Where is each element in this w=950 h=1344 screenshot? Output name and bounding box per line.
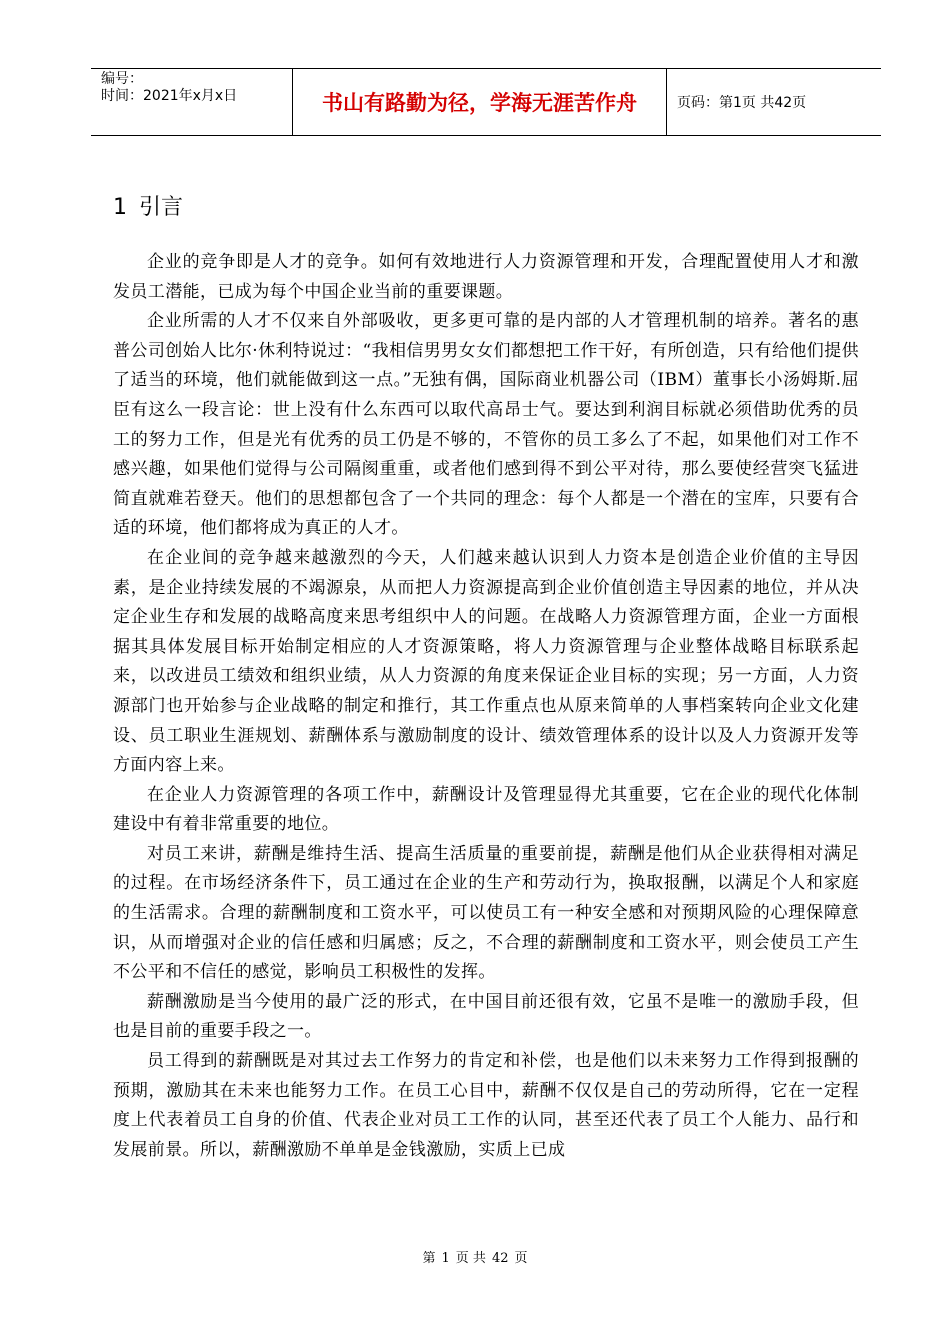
- section-title: 引言: [139, 195, 184, 220]
- footer-page-number: 1: [441, 1251, 450, 1266]
- paragraph: 在企业间的竞争越来越激烈的今天，人们越来越认识到人力资本是创造企业价值的主导因素，是企业持续发展的不竭源泉，从而把人力资源提高到企业价值创造主导因素的地位，并从决定企业生存和发展的战略高度来思考组织中人的问题。在战略人力资源管理方面，企业一方面根据其具体发展目标开始制定相应的人才资源策略，将人力资源管理与企业整体战略目标联系起来，以改进员工绩效和组织业绩，从人力资源的角度来保证企业目标的实现；另一方面，人力资源部门也开始参与企业战略的制定和推行，其工作重点也从原来简单的人事档案转向企业文化建设、员工职业生涯规划、薪酬体系与激励制度的设计、绩效管理体系的设计以及人力资源开发等方面内容上来。: [113, 547, 859, 776]
- paragraph: 在企业人力资源管理的各项工作中，薪酬设计及管理显得尤其重要，它在企业的现代化体制建设中有着非常重要的地位。: [113, 784, 859, 835]
- header-page-info: 页码：第1页 共42页: [677, 95, 807, 111]
- paragraph: 员工得到的薪酬既是对其过去工作努力的肯定和补偿，也是他们以未来努力工作得到报酬的预期，激励其在未来也能努力工作。在员工心目中，薪酬不仅仅是自己的劳动所得，它在一定程度上代表着员工自身的价值、代表企业对员工工作的认同，甚至还代表了员工个人能力、品行和发展前景。所以，薪酬激励不单单是金钱激励，实质上已成: [113, 1051, 859, 1160]
- paragraph: 对员工来讲，薪酬是维持生活、提高生活质量的重要前提，薪酬是他们从企业获得相对满足的过程。在市场经济条件下，员工通过在企业的生产和劳动行为，换取报酬，以满足个人和家庭的生活需求。合理的薪酬制度和工资水平，可以使员工有一种安全感和对预期风险的心理保障意识，从而增强对企业的信任感和归属感；反之，不合理的薪酬制度和工资水平，则会使员工产生不公平和不信任的感觉，影响员工积极性的发挥。: [113, 843, 859, 983]
- footer-suffix: 页: [514, 1251, 528, 1266]
- document-time-label: 时间：2021年x月x日: [101, 88, 238, 104]
- paragraph: 薪酬激励是当今使用的最广泛的形式，在中国目前还很有效，它虽不是唯一的激励手段，但也是目前的重要手段之一。: [113, 991, 859, 1042]
- header-motto-cell: [293, 69, 667, 135]
- section-number: 1: [113, 195, 127, 220]
- page-header: [91, 68, 881, 136]
- document-body: [113, 248, 859, 1165]
- header-meta-cell: [91, 69, 293, 135]
- document-code-label: 编号：: [101, 71, 143, 87]
- paragraph: 企业的竞争即是人才的竞争。如何有效地进行人力资源管理和开发，合理配置使用人才和激发员工潜能，已成为每个中国企业当前的重要课题。: [113, 252, 859, 302]
- footer-mid: 页 共: [455, 1251, 486, 1266]
- footer-total-pages: 42: [491, 1251, 509, 1266]
- section-heading: [113, 190, 183, 221]
- page-footer: [0, 1247, 950, 1266]
- footer-prefix: 第: [422, 1251, 436, 1266]
- paragraph: 企业所需的人才不仅来自外部吸收，更多更可靠的是内部的人才管理机制的培养。著名的惠普公司创始人比尔·休利特说过：“我相信男男女女们都想把工作干好，有所创造，只有给他们提供了适当的环境，他们就能做到这一点。”无独有偶，国际商业机器公司（IBM）董事长小汤姆斯.屈臣有这么一段言论：世上没有什么东西可以取代高昂士气。要达到利润目标就必须借助优秀的员工的努力工作，但是光有优秀的员工仍是不够的，不管你的员工多么了不起，如果他们对工作不感兴趣，如果他们觉得与公司隔阂重重，或者他们感到得不到公平对待，那么要使经营突飞猛进简直就难若登天。他们的思想都包含了一个共同的理念：每个人都是一个潜在的宝库，只要有合适的环境，他们都将成为真正的人才。: [113, 311, 859, 539]
- header-page-cell: [667, 69, 881, 135]
- header-motto: 书山有路勤为径，学海无涯苦作舟: [322, 91, 637, 115]
